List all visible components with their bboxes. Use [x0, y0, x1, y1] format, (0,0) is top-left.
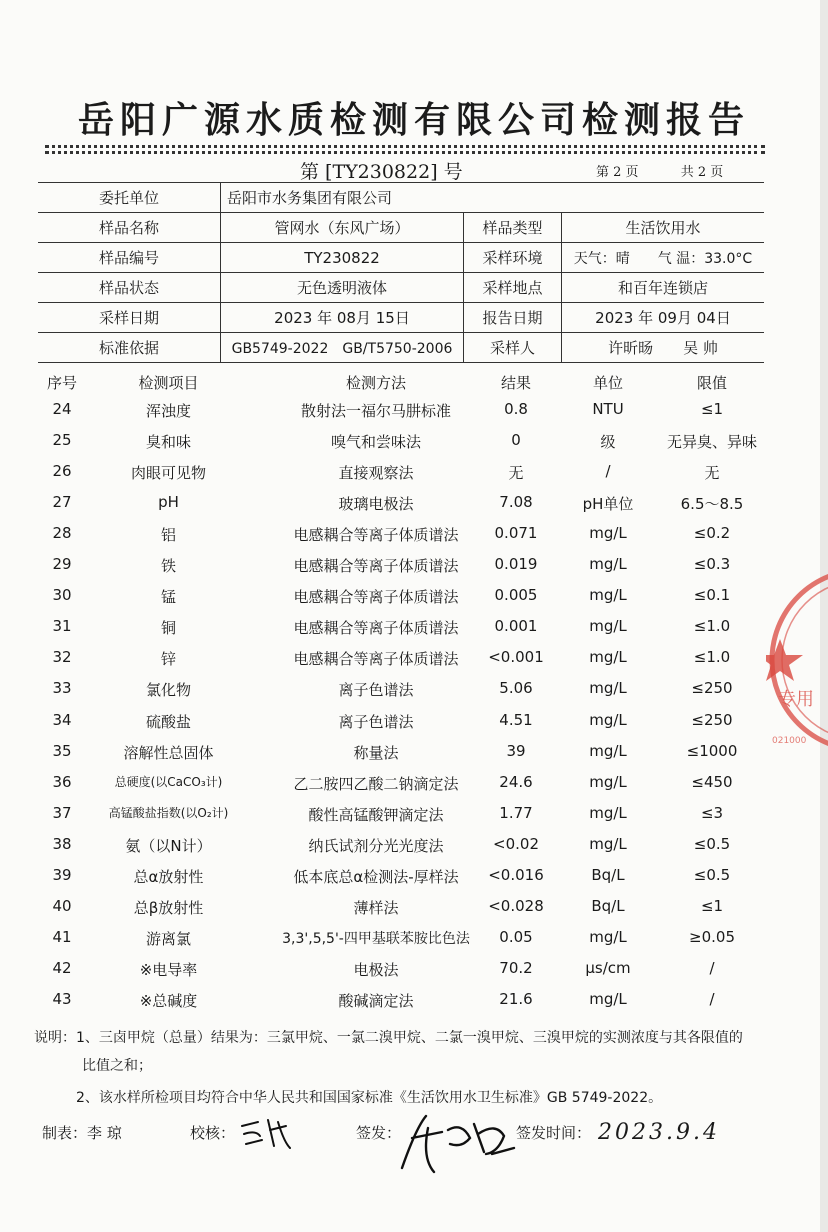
row-item: pH	[158, 493, 179, 512]
result-row	[38, 959, 778, 990]
row-unit: mg/L	[589, 710, 627, 729]
info-label-2: 报告日期	[464, 303, 562, 333]
info-value: TY230822	[221, 243, 464, 273]
info-row	[38, 183, 764, 213]
row-result: 0	[511, 431, 521, 450]
page-current: 第 2 页	[596, 165, 639, 180]
row-limit: ≤0.2	[693, 524, 731, 543]
row-no: 37	[52, 803, 72, 822]
row-method: 称量法	[353, 743, 399, 762]
row-result: 0.05	[499, 927, 533, 946]
row-result: 0.005	[494, 586, 538, 605]
svg-text:专用: 专用	[778, 689, 814, 710]
checker-signature	[238, 1112, 298, 1152]
row-method: 电感耦合等离子体质谱法	[293, 588, 459, 607]
row-method: 低本底总α检测法-厚样法	[293, 867, 459, 886]
row-result: 0.019	[494, 555, 538, 574]
result-row	[38, 742, 778, 773]
row-unit: /	[605, 462, 611, 481]
row-no: 25	[52, 431, 72, 450]
row-limit: ≤1.0	[693, 648, 731, 667]
row-method: 薄样法	[353, 898, 399, 917]
info-row	[38, 243, 764, 273]
row-limit: ≤450	[691, 772, 733, 791]
info-value-2: 天气：晴 气 温：33.0°C	[562, 243, 765, 273]
report-number: 第 [TY230822] 号	[300, 161, 463, 183]
row-limit: ≤0.5	[693, 834, 731, 853]
row-limit: ≤1.0	[693, 617, 731, 636]
row-unit: mg/L	[589, 741, 627, 760]
row-result: 0.071	[494, 524, 538, 543]
row-result: 无	[508, 464, 524, 483]
result-row	[38, 524, 778, 555]
row-method: 电感耦合等离子体质谱法	[293, 526, 459, 545]
info-label: 标准依据	[38, 333, 221, 363]
row-unit: mg/L	[589, 927, 627, 946]
row-limit: ≤3	[700, 803, 724, 822]
row-item: 铜	[160, 619, 176, 638]
header-limit: 限值	[696, 374, 727, 392]
row-result: 0.001	[494, 617, 538, 636]
row-method: 乙二胺四乙酸二钠滴定法	[293, 774, 459, 793]
row-result: 24.6	[499, 772, 533, 791]
result-row	[38, 990, 778, 1021]
row-method: 酸性高锰酸钾滴定法	[308, 805, 444, 824]
row-unit: mg/L	[589, 679, 627, 698]
row-no: 43	[52, 989, 72, 1008]
row-no: 31	[52, 617, 72, 636]
row-no: 27	[52, 493, 72, 512]
sample-info-table	[38, 182, 764, 363]
row-unit: mg/L	[589, 586, 627, 605]
row-limit: 无	[704, 464, 720, 483]
row-item: 总β放射性	[133, 898, 204, 917]
row-result: <0.02	[493, 834, 539, 853]
info-label: 委托单位	[38, 183, 221, 213]
page-info	[596, 161, 727, 180]
row-item: 总硬度(以CaCO₃计)	[114, 774, 223, 789]
row-method: 散射法一福尔马肼标准	[300, 402, 451, 420]
row-method: 酸碱滴定法	[338, 991, 414, 1010]
row-item: 锌	[160, 650, 176, 669]
row-method: 电感耦合等离子体质谱法	[293, 619, 459, 638]
result-row	[38, 586, 778, 617]
info-row	[38, 273, 764, 303]
info-row	[38, 333, 764, 363]
info-row	[38, 213, 764, 243]
result-row	[38, 897, 778, 928]
note-1: 说明：1、三卤甲烷（总量）结果为：三氯甲烷、一氯二溴甲烷、二氯一溴甲烷、三溴甲烷的实测浓度与其各限值的	[34, 1030, 743, 1046]
note-1-cont: 比值之和；	[82, 1058, 152, 1074]
header-no: 序号	[46, 374, 77, 392]
row-method: 直接观察法	[338, 464, 414, 483]
row-unit: NTU	[592, 400, 624, 418]
info-value: 岳阳市水务集团有限公司	[221, 183, 765, 213]
result-row	[38, 804, 778, 835]
info-label: 采样日期	[38, 303, 221, 333]
row-no: 29	[52, 555, 72, 574]
row-no: 35	[52, 741, 72, 760]
row-method: 玻璃电极法	[338, 495, 414, 514]
row-unit: μs/cm	[585, 958, 631, 977]
row-item: 溶解性总固体	[123, 743, 214, 762]
info-value-2: 许昕旸 吴 帅	[562, 333, 765, 363]
result-row	[38, 617, 778, 648]
row-method: 电极法	[353, 960, 399, 979]
header-item: 检测项目	[138, 374, 199, 392]
row-no: 42	[52, 958, 72, 977]
result-row	[38, 835, 778, 866]
row-item: 锰	[160, 588, 176, 607]
row-result: 0.8	[504, 400, 528, 418]
row-method: 离子色谱法	[338, 712, 414, 731]
report-title: 岳阳广源水质检测有限公司检测报告	[77, 100, 750, 141]
row-result: 4.51	[499, 710, 533, 729]
row-item: 铝	[160, 526, 176, 545]
note-2: 2、该水样所检项目均符合中华人民共和国国家标准《生活饮用水卫生标准》GB 5749-2022。	[76, 1090, 663, 1106]
row-result: 7.08	[499, 493, 533, 512]
row-unit: mg/L	[589, 524, 627, 543]
row-unit: Bq/L	[591, 865, 625, 884]
row-result: 5.06	[499, 679, 533, 698]
row-result: 39	[506, 741, 526, 760]
row-item: 氨（以N计）	[125, 836, 212, 855]
row-item: 高锰酸盐指数(以O₂计)	[108, 805, 229, 820]
info-label: 样品编号	[38, 243, 221, 273]
result-row	[38, 679, 778, 710]
result-row	[38, 462, 778, 493]
info-value: GB5749-2022 GB/T5750-2006	[221, 333, 464, 363]
row-limit: ≥0.05	[689, 927, 735, 946]
row-method: 电感耦合等离子体质谱法	[293, 557, 459, 576]
row-limit: /	[709, 989, 715, 1008]
page-total: 共 2 页	[680, 165, 724, 180]
info-label-2: 采样人	[464, 333, 562, 363]
info-value: 管网水（东风广场）	[221, 213, 464, 243]
row-limit: ≤0.3	[693, 555, 731, 574]
info-value-2: 2023 年 09月 04日	[562, 303, 765, 333]
row-unit: mg/L	[589, 648, 627, 667]
row-limit: 无异臭、异味	[666, 433, 757, 452]
results-header	[38, 372, 778, 403]
row-method: 纳氏试剂分光光度法	[308, 836, 444, 855]
info-value-2: 生活饮用水	[562, 213, 765, 243]
row-no: 24	[52, 400, 72, 418]
issue-date-label: 签发时间：	[516, 1124, 592, 1142]
row-limit: ≤250	[691, 679, 733, 698]
checked-by-label: 校核：	[190, 1124, 236, 1142]
row-limit: /	[709, 958, 715, 977]
row-result: <0.001	[488, 648, 544, 667]
row-result: <0.016	[488, 865, 544, 884]
row-no: 40	[52, 896, 72, 915]
info-row	[38, 303, 764, 333]
dotted-divider-bottom	[45, 151, 765, 154]
row-no: 34	[52, 710, 72, 729]
row-method: 离子色谱法	[338, 681, 414, 700]
issued-by-label: 签发：	[356, 1124, 402, 1142]
info-label-2: 采样环境	[464, 243, 562, 273]
row-item: 总α放射性	[133, 867, 204, 886]
result-row	[38, 928, 778, 959]
row-unit: mg/L	[589, 772, 627, 791]
result-row	[38, 493, 778, 524]
row-item: 浑浊度	[145, 402, 191, 420]
row-limit: ≤0.5	[693, 865, 731, 884]
svg-text:021000: 021000	[772, 736, 807, 746]
row-result: <0.028	[488, 896, 544, 915]
dotted-divider-top	[45, 145, 765, 148]
header-result: 结果	[500, 374, 531, 392]
row-unit: mg/L	[589, 617, 627, 636]
header-method: 检测方法	[345, 374, 406, 392]
row-item: 臭和味	[145, 433, 191, 452]
row-limit: ≤1	[700, 896, 724, 915]
row-no: 33	[52, 679, 72, 698]
issuer-signature	[392, 1108, 522, 1178]
info-value: 2023 年 08月 15日	[221, 303, 464, 333]
row-limit: ≤1000	[686, 741, 738, 760]
result-row	[38, 400, 778, 431]
row-limit: ≤1	[700, 400, 724, 418]
row-limit: ≤250	[691, 710, 733, 729]
result-row	[38, 711, 778, 742]
row-no: 28	[52, 524, 72, 543]
row-unit: mg/L	[589, 803, 627, 822]
prepared-by: 制表：李 琼	[42, 1124, 122, 1142]
row-item: 游离氯	[145, 929, 191, 948]
info-label: 样品名称	[38, 213, 221, 243]
info-label-2: 样品类型	[464, 213, 562, 243]
info-label: 样品状态	[38, 273, 221, 303]
result-row	[38, 866, 778, 897]
row-no: 39	[52, 865, 72, 884]
row-method: 3,3',5,5'-四甲基联苯胺比色法	[282, 930, 470, 947]
row-item: 肉眼可见物	[130, 464, 206, 483]
row-unit: pH单位	[582, 495, 634, 514]
info-value-2: 和百年连锁店	[562, 273, 765, 303]
info-label-2: 采样地点	[464, 273, 562, 303]
result-row	[38, 648, 778, 679]
header-unit: 单位	[592, 374, 623, 392]
row-unit: Bq/L	[591, 896, 625, 915]
row-item: 硫酸盐	[145, 712, 191, 731]
row-no: 30	[52, 586, 72, 605]
row-unit: mg/L	[589, 834, 627, 853]
row-no: 32	[52, 648, 72, 667]
row-method: 电感耦合等离子体质谱法	[293, 650, 459, 669]
row-item: 铁	[160, 557, 176, 576]
result-row	[38, 431, 778, 462]
row-method: 嗅气和尝味法	[330, 433, 421, 452]
info-value: 无色透明液体	[221, 273, 464, 303]
result-row	[38, 555, 778, 586]
row-result: 70.2	[499, 958, 533, 977]
row-no: 41	[52, 927, 72, 946]
row-no: 36	[52, 772, 72, 791]
row-item: 氯化物	[145, 681, 191, 700]
row-item: ※电导率	[139, 960, 198, 979]
issue-date-handwritten: 2023.9.4	[598, 1120, 720, 1145]
row-result: 21.6	[499, 989, 533, 1008]
row-unit: mg/L	[589, 555, 627, 574]
row-unit: 级	[600, 433, 616, 452]
row-item: ※总碱度	[139, 991, 198, 1010]
row-limit: 6.5～8.5	[680, 495, 744, 514]
row-result: 1.77	[499, 803, 533, 822]
company-seal	[766, 565, 828, 755]
row-limit: ≤0.1	[693, 586, 731, 605]
row-no: 38	[52, 834, 72, 853]
row-unit: mg/L	[589, 989, 627, 1008]
row-no: 26	[52, 462, 72, 481]
result-row	[38, 773, 778, 804]
